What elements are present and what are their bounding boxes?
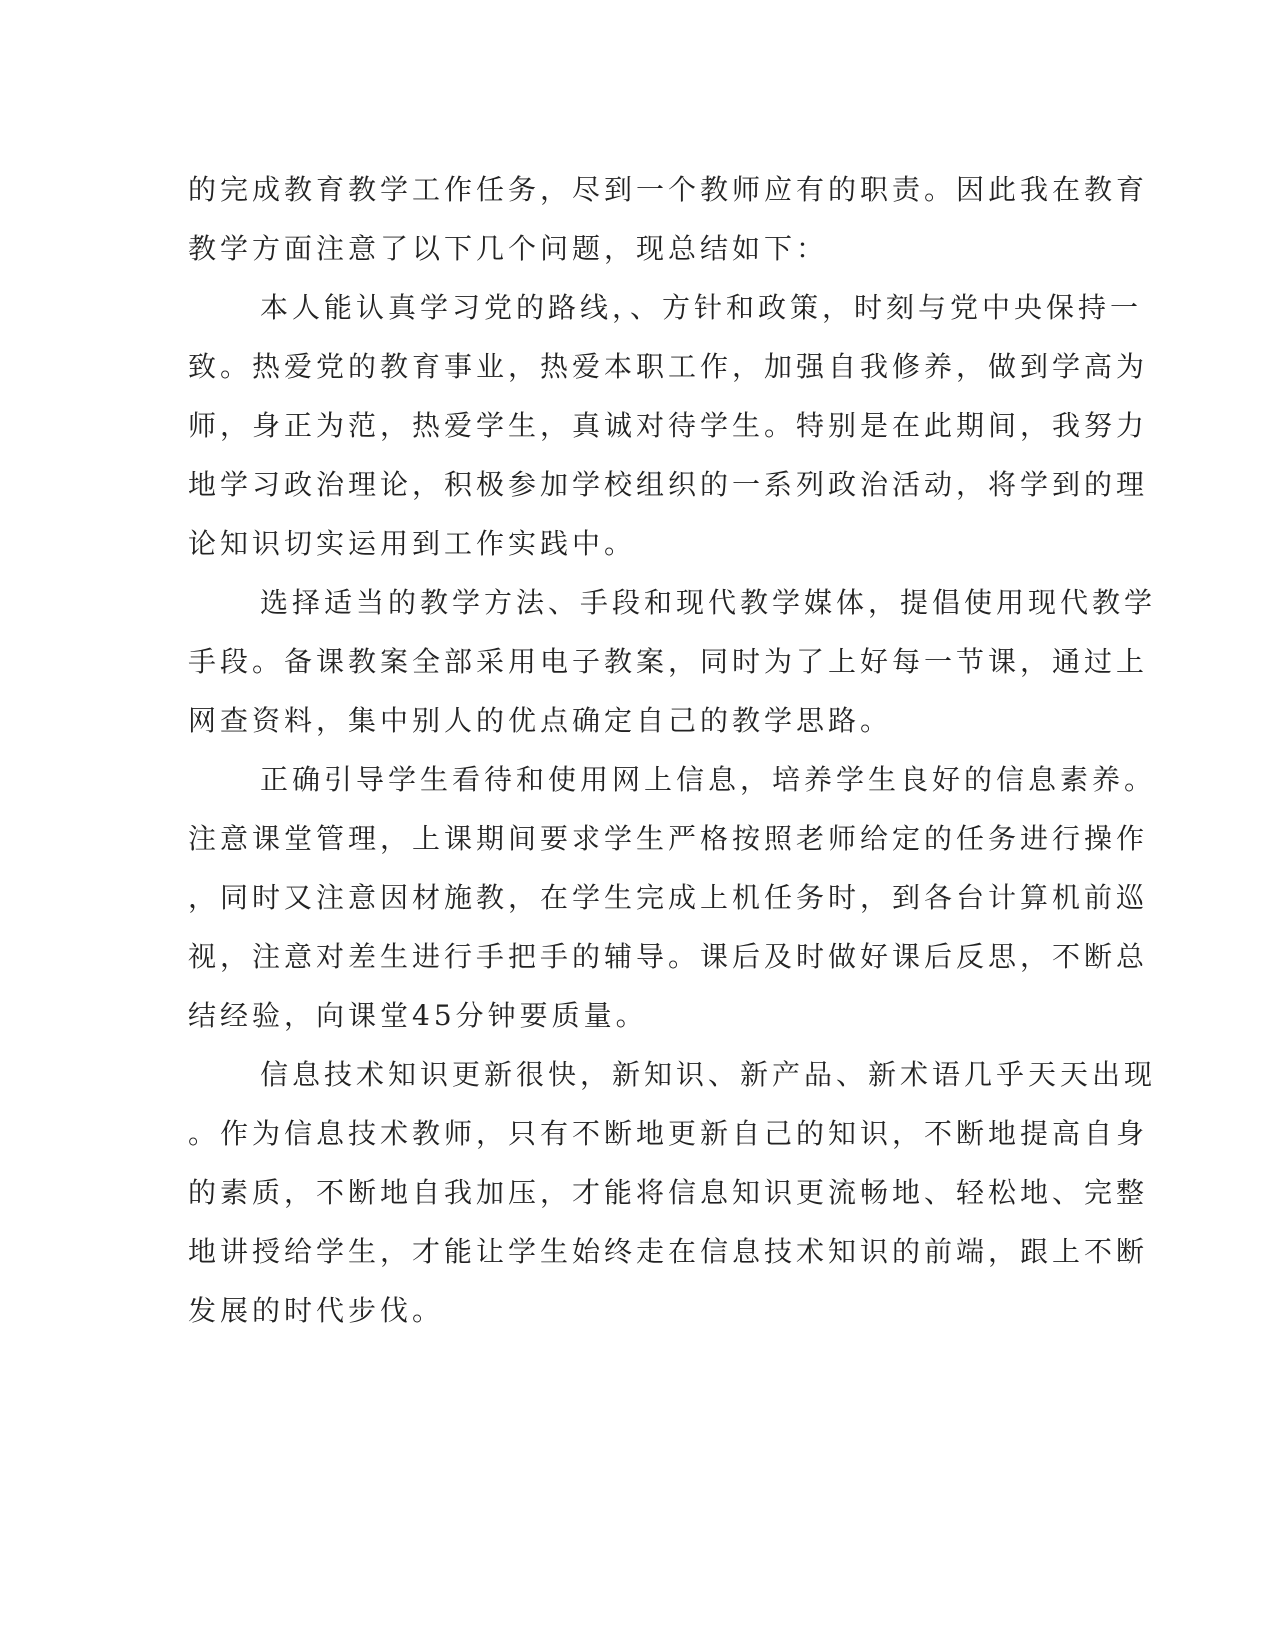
text-line: ，同时又注意因材施教，在学生完成上机任务时，到各台计算机前巡 <box>188 881 1149 914</box>
text-line: 手段。备课教案全部采用电子教案，同时为了上好每一节课，通过上 <box>188 645 1149 678</box>
text-line: 的完成教育教学工作任务，尽到一个教师应有的职责。因此我在教育 <box>188 173 1149 206</box>
text-line: 发展的时代步伐。 <box>188 1294 445 1327</box>
text-line: 本人能认真学习党的路线，、方针和政策，时刻与党中央保持一 <box>260 291 1143 324</box>
text-line: 注意课堂管理，上课期间要求学生严格按照老师给定的任务进行操作 <box>188 822 1149 855</box>
text-line: 选择适当的教学方法、手段和现代教学媒体，提倡使用现代教学 <box>260 586 1157 619</box>
text-line: 。作为信息技术教师，只有不断地更新自己的知识，不断地提高自身 <box>188 1117 1149 1150</box>
text-line: 的素质，不断地自我加压，才能将信息知识更流畅地、轻松地、完整 <box>188 1176 1149 1209</box>
paragraph-2 <box>188 278 1149 573</box>
paragraph-1 <box>188 160 1149 278</box>
text-line: 网查资料，集中别人的优点确定自己的教学思路。 <box>188 704 893 737</box>
paragraph-4 <box>188 750 1157 1045</box>
text-line: 结经验，向课堂45分钟要质量。 <box>188 999 648 1032</box>
text-line: 地学习政治理论，积极参加学校组织的一系列政治活动，将学到的理 <box>188 468 1149 501</box>
text-line: 致。热爱党的教育事业，热爱本职工作，加强自我修养，做到学高为 <box>188 350 1149 383</box>
text-line: 正确引导学生看待和使用网上信息，培养学生良好的信息素养。 <box>260 763 1157 796</box>
paragraph-5 <box>188 1045 1157 1340</box>
text-line: 视，注意对差生进行手把手的辅导。课后及时做好课后反思，不断总 <box>188 940 1149 973</box>
text-line: 论知识切实运用到工作实践中。 <box>188 527 637 560</box>
text-line: 信息技术知识更新很快，新知识、新产品、新术语几乎天天出现 <box>260 1058 1157 1091</box>
text-line: 师，身正为范，热爱学生，真诚对待学生。特别是在此期间，我努力 <box>188 409 1149 442</box>
document-body <box>188 160 1157 1340</box>
paragraph-3 <box>188 573 1157 750</box>
text-line: 教学方面注意了以下几个问题，现总结如下： <box>188 232 829 265</box>
text-line: 地讲授给学生，才能让学生始终走在信息技术知识的前端，跟上不断 <box>188 1235 1149 1268</box>
